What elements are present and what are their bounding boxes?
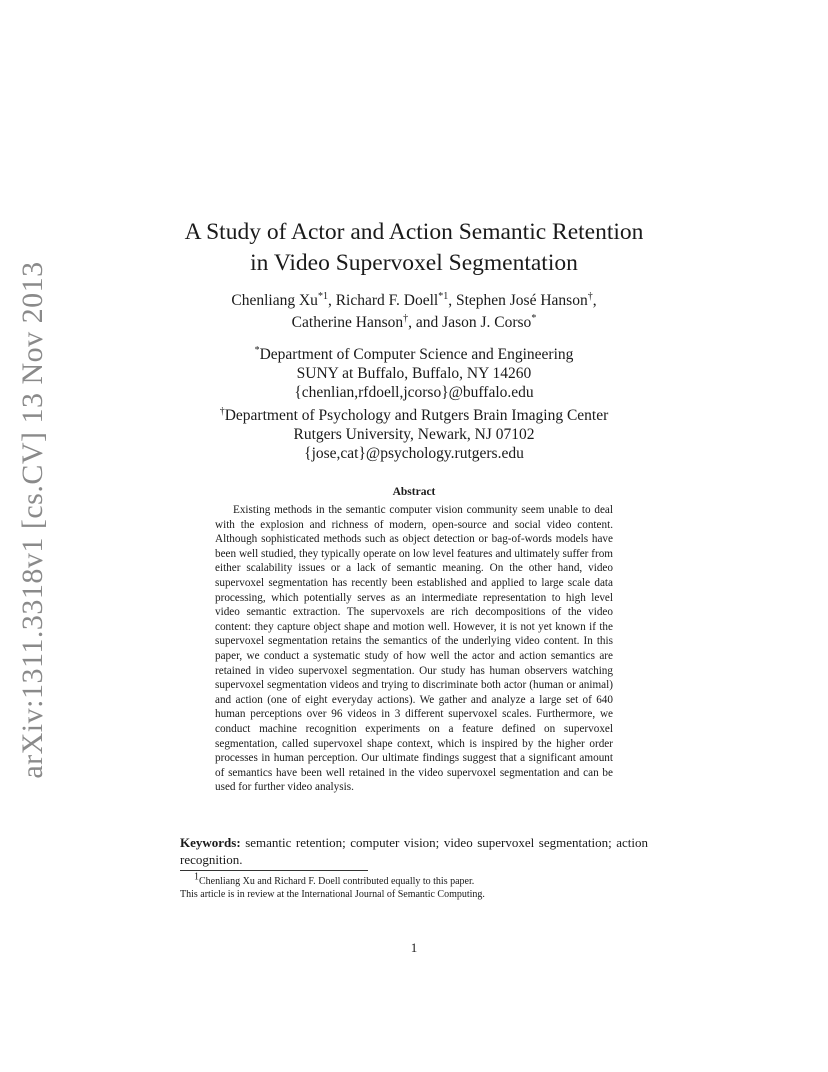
author-name: Stephen José Hanson <box>455 292 588 309</box>
affiliation-mark: † <box>219 405 225 417</box>
author-name: Richard F. Doell <box>335 292 439 309</box>
author-separator: , and <box>408 314 443 331</box>
title-line-2: in Video Supervoxel Segmentation <box>250 250 578 276</box>
paper-title <box>0 217 828 279</box>
author-line-1 <box>0 290 828 312</box>
author-separator: , <box>448 292 456 309</box>
abstract-body: Existing methods in the semantic computer vision community seem unable to deal with the explosion and richness of modern, open-source and social video content. Although sophisticated methods such as object detection or bag-of-words models have been well studied, they typically operate on low level features and ultimately suffer from either scalability issues or a lack of semantic meaning. On the other hand, video supervoxel segmentation has recently been established and applied to large scale data processing, which potentially serves as an intermediate representation to high level video semantic extraction. The supervoxels are rich decompositions of the video content: they capture object shape and motion well. However, it is not yet known if the supervoxel segmentation retains the semantics of the underlying video content. In this paper, we conduct a systematic study of how well the actor and action semantics are retained in video supervoxel segmentation. Our study has human observers watching supervoxel segmentation videos and trying to discriminate both actor (human or animal) and action (one of eight everyday actions). We gather and analyze a large set of 640 human perceptions over 96 videos in 3 different supervoxel scales. Furthermore, we conduct machine recognition experiments on a feature defined on supervoxel segmentation, called supervoxel shape context, which is inspired by the higher order processes in human perception. Our ultimate findings suggest that a significant amount of semantics have been well retained in the video supervoxel segmentation and can be used for further video analysis. <box>215 504 613 794</box>
footnote-review-note: This article is in review at the International Journal of Semantic Computing. <box>180 889 485 900</box>
author-line-2 <box>0 312 828 334</box>
keywords-text: semantic retention; computer vision; video supervoxel segmentation; action recognition. <box>180 835 649 867</box>
footnote-rule <box>180 870 368 871</box>
footnote-mark: 1 <box>194 871 199 883</box>
keywords-label: Keywords: <box>180 835 241 850</box>
arxiv-id: arXiv:1311.3318v1 [cs.CV] 13 Nov 2013 <box>16 261 49 779</box>
affiliation-rutgers <box>0 406 828 463</box>
footnote-equal-contribution <box>180 871 648 888</box>
author-mark: *1 <box>438 290 449 302</box>
affiliation-dept-text: Department of Computer Science and Engineering <box>259 346 574 363</box>
page-number: 1 <box>410 940 418 955</box>
affiliation-dept <box>0 406 828 425</box>
author-name: Jason J. Corso <box>442 314 532 331</box>
author-mark: * <box>531 312 537 324</box>
author-separator: , <box>592 292 597 309</box>
author-name: Catherine Hanson <box>291 314 404 331</box>
affiliation-mark: * <box>254 344 260 356</box>
title-line-1: A Study of Actor and Action Semantic Retention <box>184 219 644 245</box>
author-mark: † <box>587 290 593 302</box>
affiliation-address: SUNY at Buffalo, Buffalo, NY 14260 <box>296 365 532 382</box>
author-name: Chenliang Xu <box>231 292 318 309</box>
footnote-text: Chenliang Xu and Richard F. Doell contributed equally to this paper. <box>199 876 475 887</box>
abstract-heading: Abstract <box>392 486 436 498</box>
author-list <box>0 290 828 334</box>
affiliation-buffalo <box>0 345 828 402</box>
keywords <box>180 834 648 868</box>
affiliation-address: Rutgers University, Newark, NJ 07102 <box>293 426 535 443</box>
affiliation-email: {jose,cat}@psychology.rutgers.edu <box>304 445 524 462</box>
affiliation-dept <box>0 345 828 364</box>
affiliation-dept-text: Department of Psychology and Rutgers Brain Imaging Center <box>224 407 609 424</box>
author-mark: *1 <box>317 290 328 302</box>
affiliation-email: {chenlian,rfdoell,jcorso}@buffalo.edu <box>294 384 534 401</box>
author-separator: , <box>327 292 336 309</box>
author-mark: † <box>403 312 409 324</box>
